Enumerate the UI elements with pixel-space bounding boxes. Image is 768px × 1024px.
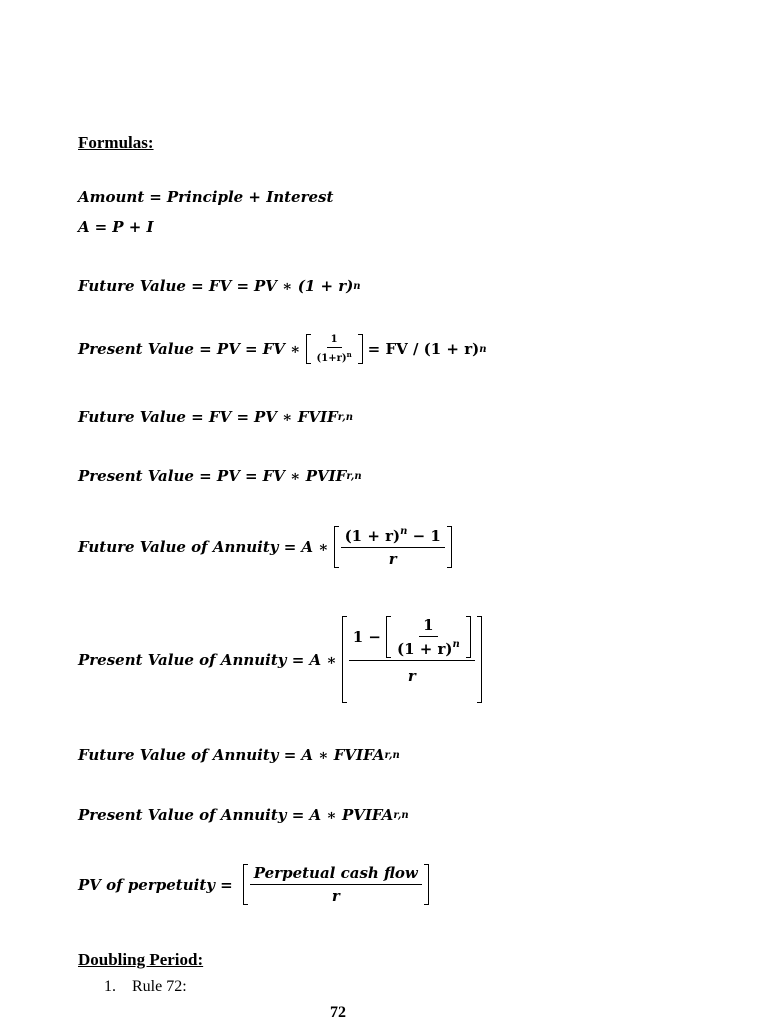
fvifa-lhs: Future Value of Annuity =	[78, 746, 297, 764]
pv-frac-den-exponent: n	[346, 350, 352, 359]
pv-frac-num: 1	[327, 334, 342, 348]
list-item-text: Rule 72:	[132, 978, 187, 995]
present-value-annuity-pvifa-formula	[78, 806, 409, 824]
fva-lhs: Future Value of Annuity =	[78, 538, 297, 556]
perp-num: Perpetual cash flow	[250, 864, 422, 885]
pvif-subscript: r,n	[346, 470, 362, 482]
equals-sign: =	[94, 218, 108, 236]
amount-formula	[78, 188, 333, 206]
pvif-lhs: Present Value = PV =	[78, 467, 258, 485]
fvif-rhs: PV ∗ FVIF	[254, 408, 338, 426]
pv-fv: FV ∗	[262, 340, 301, 358]
pv-bracket	[306, 334, 363, 364]
fva-den: r	[388, 550, 397, 568]
pva-inner-num: 1	[419, 616, 437, 637]
pva-inner-bracket	[386, 616, 471, 658]
pva-inner-fraction	[393, 616, 464, 658]
pvifa-lhs: Present Value of Annuity = A ∗ PVIFA	[78, 806, 394, 824]
future-value-formula	[78, 277, 361, 295]
pva-outer-fraction	[349, 616, 475, 703]
future-value-annuity-formula	[78, 526, 452, 568]
future-value-annuity-fvifa-formula	[78, 746, 400, 764]
fv-lhs: Future Value = FV =	[78, 277, 250, 295]
formulas-heading: Formulas:	[78, 133, 154, 152]
pva-inner-den-wrap	[393, 637, 464, 658]
pv-lhs: Present Value = PV =	[78, 340, 258, 358]
amount-rhs: Principle + Interest	[166, 188, 334, 206]
present-value-formula	[78, 334, 487, 364]
fva-num-tail: − 1	[407, 527, 441, 545]
pva-num-wrap	[349, 616, 475, 661]
future-value-fvif-formula	[78, 408, 353, 426]
present-value-pvif-formula	[78, 467, 362, 485]
list-item	[104, 978, 187, 996]
perpetuity-formula	[78, 864, 429, 905]
pv-rhs-exponent: n	[479, 343, 487, 355]
pv-fraction	[313, 334, 356, 364]
pva-inner-den: (1 + r)	[396, 640, 453, 658]
pv-frac-den-wrap	[313, 348, 356, 364]
pv-rhs-alt: = FV / (1 + r)	[367, 340, 480, 358]
fva-a: A ∗	[301, 538, 329, 556]
a-rhs: P + I	[112, 218, 154, 236]
pva-den: r	[407, 667, 416, 685]
pva-one: 1 −	[352, 628, 381, 646]
fva-num: (1 + r)	[344, 527, 401, 545]
pv-frac-den: (1+r)	[316, 353, 347, 364]
pva-inner-exponent: n	[452, 639, 460, 650]
perp-den: r	[331, 887, 340, 905]
list-item-number: 1.	[104, 978, 116, 995]
fvif-lhs: Future Value = FV =	[78, 408, 250, 426]
fv-exponent: n	[353, 280, 361, 292]
pvif-rhs: FV ∗ PVIF	[262, 467, 347, 485]
fva-bracket	[334, 526, 452, 568]
fvifa-rhs: A ∗ FVIFA	[301, 746, 385, 764]
perp-lhs: PV of perpetuity =	[78, 875, 233, 894]
a-equals-p-plus-i-formula	[78, 218, 154, 236]
pva-outer-bracket	[342, 616, 482, 703]
present-value-annuity-formula	[78, 616, 482, 703]
a-lhs: A	[78, 218, 90, 236]
perp-fraction	[250, 864, 422, 905]
amount-lhs: Amount	[78, 188, 145, 206]
page-number: 72	[330, 1004, 346, 1021]
fva-fraction	[341, 526, 445, 568]
pvifa-subscript: r,n	[393, 809, 409, 821]
pva-lhs: Present Value of Annuity = A ∗	[78, 650, 337, 669]
fvifa-subscript: r,n	[384, 749, 400, 761]
fv-rhs: PV ∗ (1 + r)	[254, 277, 354, 295]
fvif-subscript: r,n	[337, 411, 353, 423]
doubling-period-heading: Doubling Period:	[78, 950, 204, 969]
fva-num-exponent: n	[400, 526, 408, 537]
perp-bracket	[243, 864, 429, 905]
equals-sign: =	[149, 188, 162, 206]
fva-num-wrap	[341, 526, 445, 548]
